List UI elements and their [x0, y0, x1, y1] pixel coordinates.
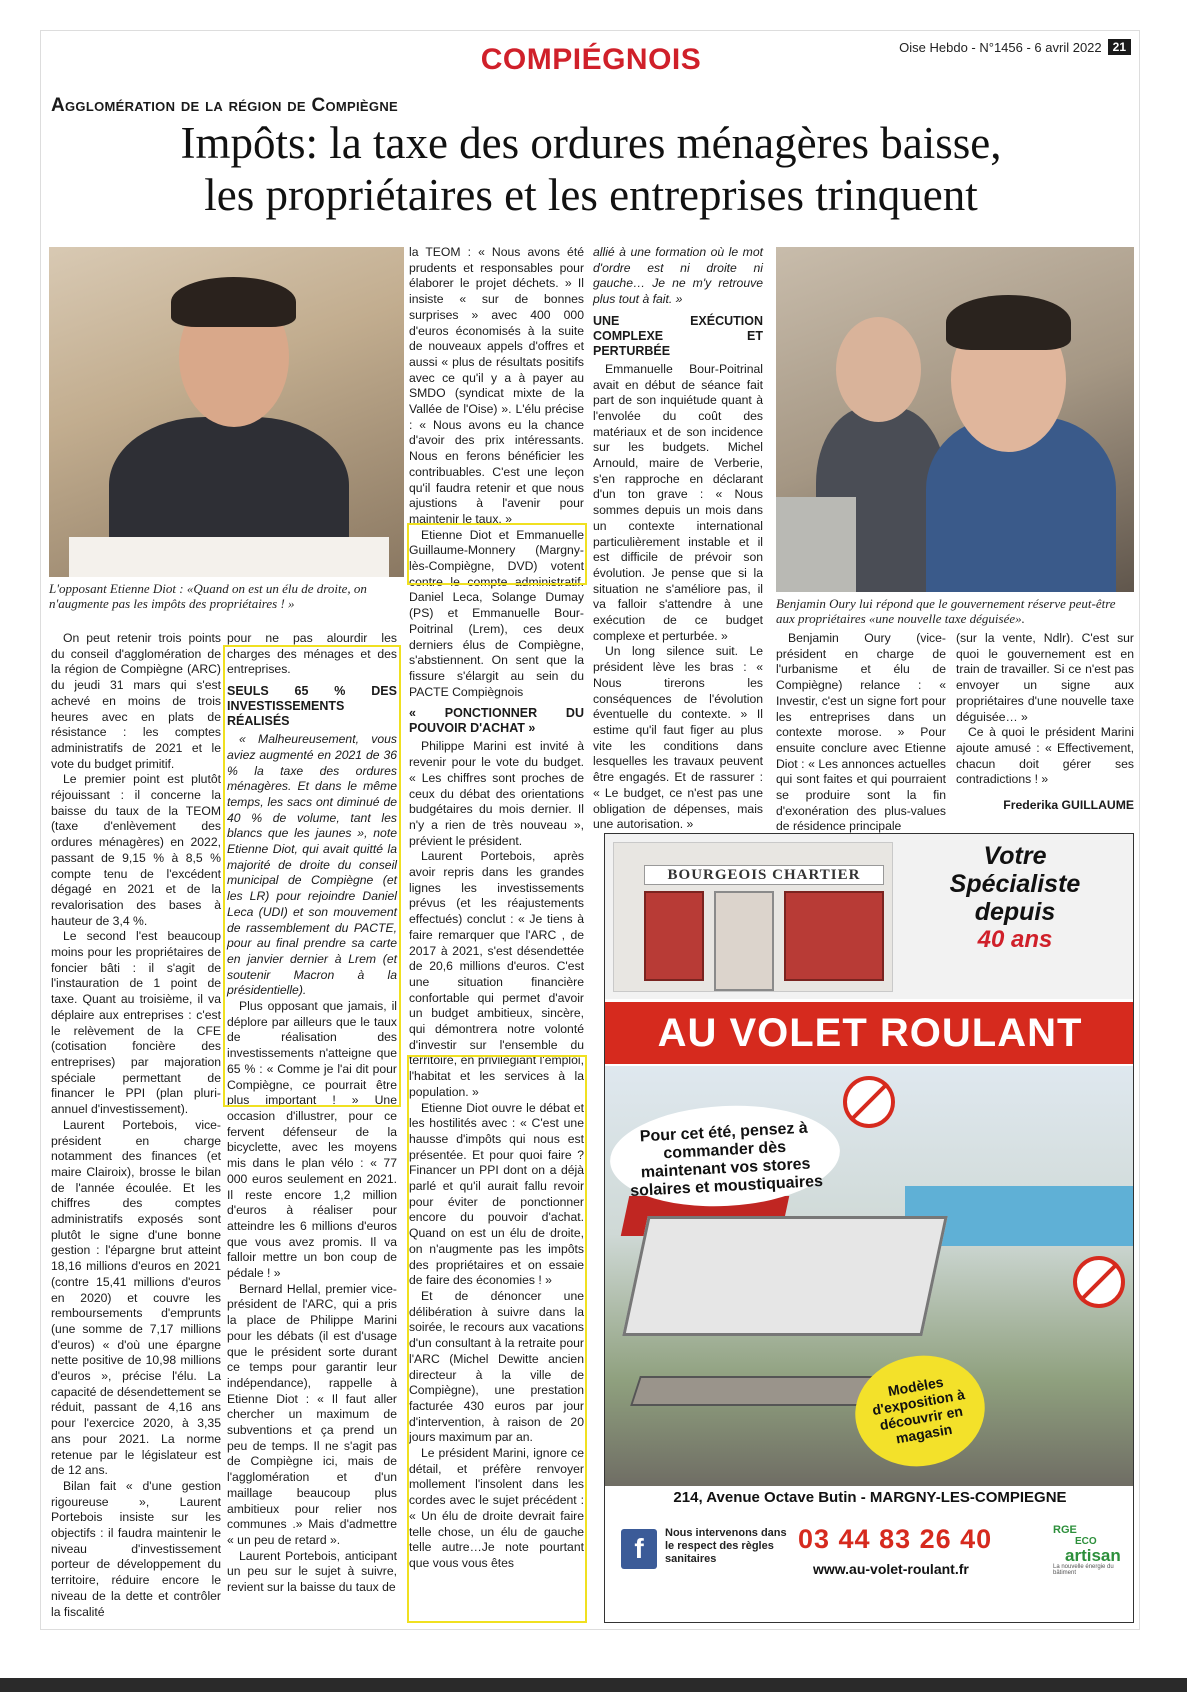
col2-paragraph: Plus opposant que jamais, il déplore par ailleurs que le taux de réalisation des investissements n'atteigne que 65 % : « Comme je l'ai dit pour Compiègne, ce pourrait être plus important ! » Une occasion d'illustrer, pour ce fervent défenseur de la bicyclette, avec les moyens mis dans le plan vélo : « 77 000 euros seulement en 2021. Il reste encore 1,2 million d'euros à réaliser pour atteindre les 6 millions d'euros que vous avez promis. Il va falloir mettre un bon coup de pédale ! »	[227, 999, 397, 1281]
slogan-line: Votre	[983, 842, 1047, 870]
advertisement	[604, 833, 1134, 1623]
slogan-years: 40 ans	[977, 926, 1053, 953]
column-4	[593, 245, 763, 833]
col4-subheading: UNE EXÉCUTION COMPLEXE ET PERTURBÉE	[593, 313, 763, 358]
photo-monitor	[776, 497, 856, 592]
pergola-image	[622, 1216, 948, 1336]
col4-paragraph: Un long silence suit. Le président lève les bras : « Nous tirerons les conséquences de l'évolution éventuelle du contexte. » Il estime qu'il faut figer au plus vite les conditions dans lesquelles les travaux peuvent être engagés. Et de rassurer : « Le budget, ce n'est pas une obligation de dépenses, mais une autorisation. »	[593, 644, 763, 832]
rge-artisan: artisan	[1065, 1546, 1121, 1565]
no-mosquito-icon	[1073, 1256, 1125, 1308]
ad-product-image	[605, 1066, 1134, 1486]
col1-paragraph: Le second l'est beaucoup moins pour les propriétaires de foncier bâti : il s'agit de l'instauration de 1 point de taxe. Quant au troisième, il va déplaire aux entreprises : c'est le relèvement de la CFE (cotisation foncière des entreprises) par majoration spéciale permettant de financer le PPI (plan pluri-annuel d'investissement).	[51, 929, 221, 1117]
page-number: 21	[1108, 39, 1131, 55]
column-1	[51, 631, 221, 1620]
issue-info	[899, 39, 1131, 55]
col1-paragraph: Laurent Portebois, vice-président en charge notamment des finances (et maire Clairoix), brosse le bilan de l'année écoulée. Et les chiffres des comptes administratifs exposés sont plutôt le signe d'une bonne gestion : l'épargne brut atteint 18,16 millions d'euros en 2021 (contre 15,41 millions d'euros en 2020) et couvre les remboursements d'emprunts (une somme de 7,17 millions d'euros) « d'où une épargne nette positive de 10,98 millions d'euros », précise l'élu. La capacité de désendettement se réduit, passant de 4,16 ans pour l'exercice 2020, à 3,35 ans pour 2021. La norme retenue par le législateur est de 12 ans.	[51, 1117, 221, 1478]
shop-sign: BOURGEOIS CHARTIER	[644, 865, 884, 885]
col4-intro	[593, 245, 763, 308]
col3-paragraph: Le président Marini, ignore ce détail, et préfère renvoyer mollement l'insolent dans les cordes avec le sujet précédent : « Un élu de droite devrait faire telle chose, un élu de gauche telle autre…Je note pourtant que vous vous êtes	[409, 1446, 584, 1570]
photo-etienne-diot	[49, 247, 404, 577]
rge-eco-artisan-logo	[1053, 1524, 1125, 1584]
col3-paragraph: Philippe Marini est invité à revenir pour le vote du budget. « Les chiffres sont proches de ceux du débat des orientations budgétaires du mois dernier. Il n'y a rien de très nouveau », prévient le président.	[409, 739, 584, 848]
article-kicker: Agglomération de la région de Compiègne	[51, 95, 398, 116]
column-5	[776, 631, 946, 835]
col3-paragraph: Laurent Portebois, après avoir repris dans les grandes lignes les investissements prévus (et les réajustements effectués) conclut : « Je tiens à faire remarquer que l'ARC , de 2017 à 2021, s'est désendettée de 20,6 millions d'euros. C'est une situation financière confortable qui permet d'avoir un budget ambitieux, sincère, qui démontrera notre volonté d'investir sur l'ensemble du territoire, en privilégiant l'emploi, l'habitat et les services à la population. »	[409, 849, 584, 1099]
photo-benjamin-oury	[776, 247, 1134, 592]
col2-quote: « Malheureusement, vous aviez augmenté en 2021 de 36 % la taxe des ordures ménagères. Et dans le même temps, les sacs ont diminué de 40 % de volume, tant les blancs que les jaunes », note Etienne Diot, qui avait quitté la majorité de droite du conseil municipal de Compiègne (et les LR) pour rejoindre Daniel Leca (UDI) et son mouvement de rassemblement du PACTE, pour au final prendre sa carte en janvier dernier à Lrem (et soutenir Macron à la présidentielle).	[227, 732, 397, 998]
no-mosquito-icon	[843, 1076, 895, 1128]
col4-paragraph: Emmanuelle Bour-Poitrinal avait en début de séance fait part de son inquiétude quant à l'envolée du coût des matériaux et de son incidence sur les budgets. Michel Arnould, maire de Verberie, s'en rapproche en déclarant d'un ton grave : « Nous sommes depuis un mois dans un contexte international particulièrement instable et il est difficile de prévoir son évolution. Je pense que si la situation ne s'améliore pas, il va falloir s'attendre à une exécution de ce budget complexe et perturbée. »	[593, 361, 763, 643]
highlight-box	[407, 523, 587, 585]
col2-intro: pour ne pas alourdir les charges des ménages et des entreprises.	[227, 631, 397, 677]
col3-paragraph: Etienne Diot ouvre le débat et les hostilités avec : « C'est une hausse d'impôts qui nous est présentée. Et pour quoi faire ? Financer un PPI dont on a déjà parlé et qu'il aurait fallu revoir pour éviter de ponctionner encore du pouvoir d'achat. Quand on est un élu de droite, on n'augmente pas les impôts des propriétaires et on essaie de faire des économies ! »	[409, 1100, 584, 1288]
article-headline	[41, 117, 1140, 221]
rge-eco: ECO	[1075, 1536, 1097, 1547]
ad-notice: Nous intervenons dans le respect des règles sanitaires	[665, 1527, 787, 1565]
col3-paragraph: Etienne Diot et Emmanuelle Guillaume-Monnery (Margny-lès-Compiègne, DVD) votent contre le compte administratif. Daniel Leca, Solange Dumay (PS) et Emmanuelle Bour-Poitrinal (Lrem), ces deux derniers élus de Compiègne, s'abstiennent. On sent que la fissure s'élargit au sein du PACTE Compiègnois	[409, 527, 584, 699]
facebook-icon: f	[621, 1529, 657, 1569]
photo-paper	[69, 537, 389, 577]
photo-figure-left-head	[836, 317, 921, 422]
col2-paragraph: Laurent Portebois, anticipant un peu sur le sujet à suivre, revient sur la baisse du taux de	[227, 1548, 397, 1595]
headline-line-1: Impôts: la taxe des ordures ménagères baisse,	[180, 118, 1002, 168]
shop-front-image	[613, 842, 893, 992]
ad-top-section	[605, 834, 1134, 999]
photo-figure-right-hair	[946, 295, 1071, 350]
col5-paragraph: Benjamin Oury (vice-président en charge de l'urbanisme et élu de Compiègne) relance : « Investir, c'est un signe fort pour les entreprises dans un contexte morose. » Pour ensuite conclure avec Etienne Diot : « Les annonces actuelles qui sont faites et qui pourraient se produire sont la fin d'exonération des plus-values de résidence principale	[776, 631, 946, 834]
caption-right: Benjamin Oury lui répond que le gouvernement réserve peut-être aux propriétaires «une nouvelle taxe déguisée».	[776, 596, 1116, 626]
issue-label: Oise Hebdo - N°1456 - 6 avril 2022	[899, 39, 1102, 55]
footer-bar	[0, 1678, 1187, 1692]
col3-paragraph: Et de dénoncer une délibération à suivre dans la soirée, le recours aux vacations d'un consultant à la retraite pour l'ARC (Michel Dewitte ancien directeur à la ville de Compiègne), une prestation facturée 430 euros par jour d'intervention, à raison de 20 jours maximum par an.	[409, 1289, 584, 1445]
ad-contact	[613, 1519, 1127, 1609]
shop-window	[784, 891, 884, 981]
photo-figure-hair	[171, 277, 296, 327]
slogan-line: depuis	[974, 898, 1056, 926]
shop-door	[714, 891, 774, 991]
col6-paragraph: (sur la vente, Ndlr). C'est sur quoi le gouvernement est en train de travailler. Si ce n'est pas envoyer un signe aux propriétaires d'une nouvelle taxe déguisée… »	[956, 631, 1134, 724]
col2-subheading: SEULS 65 % DES INVESTISSEMENTS RÉALISÉS	[227, 684, 397, 729]
caption-left: L'opposant Etienne Diot : «Quand on est un élu de droite, on n'augmente pas les impôts des propriétaires ! »	[49, 581, 367, 611]
ad-badge: Modèles d'exposition à découvrir en magasin	[846, 1346, 993, 1477]
awning-image	[630, 1376, 880, 1406]
highlight-box	[407, 1055, 587, 1623]
ad-slogan	[905, 842, 1125, 954]
headline-line-2: les propriétaires et les entreprises trinquent	[204, 170, 978, 220]
col2-paragraph: Bernard Hellal, premier vice-président de l'ARC, qui a pris la place de Philippe Marini pour les débats (il est d'usage que le président sorte durant ce temps pour garantir leur indépendance), rappelle à Etienne Diot : « Il faut aller chercher un maximum de subventions et ça prend un peu de temps. Il ne s'agit pas de Compiègne ici, mais de l'agglomération et d'un maillage beaucoup plus ambitieux pour relier nos communes .» Mais d'admettre « un peu de retard ».	[227, 1281, 397, 1547]
shop-window	[644, 891, 704, 981]
author-signature: Frederika GUILLAUME	[1003, 798, 1134, 813]
slogan-line: Spécialiste	[949, 870, 1081, 898]
column-6	[956, 631, 1134, 814]
col3-subheading: « PONCTIONNER DU POUVOIR D'ACHAT »	[409, 706, 584, 736]
col4-intro-quote: allié à une formation où le mot d'ordre est ni droite ni gauche… Je ne m'y retrouve plus tout à fait. »	[593, 245, 763, 307]
col1-paragraph: On peut retenir trois points du conseil d'agglomération de la région de Compiègne (ARC) du jeudi 31 mars qui s'est achevé en moins de trois heures avec en plats de résistance : les comptes administratifs de 2021 et le vote du budget primitif.	[51, 631, 221, 771]
col6-paragraph: Ce à quoi le président Marini ajoute amusé : « Effectivement, chacun doit gérer ses contradictions ! »	[956, 725, 1134, 787]
ad-url: www.au-volet-roulant.fr	[813, 1561, 969, 1577]
col1-paragraph: Le premier point est plutôt réjouissant : il concerne la baisse du taux de la TEOM (taxe d'enlèvement des ordures ménagères) en 2022, passant de 9,15 % à 8,5 % compte tenu de l'excédent dégagé en 2021 et de la revalorisation des bases à hauteur de 3,4 %.	[51, 772, 221, 928]
ad-brand-banner: AU VOLET ROULANT	[605, 1002, 1134, 1064]
col1-paragraph: Bilan fait « d'une gestion rigoureuse », Laurent Portebois insiste sur les objectifs : il faudra maintenir le niveau d'investissement porteur de développement du territoire, réduire encore le niveau de la dette et contrôler la fiscalité	[51, 1478, 221, 1619]
newspaper-page	[40, 30, 1140, 1630]
rge-label: RGE	[1053, 1524, 1077, 1536]
ad-phone: 03 44 83 26 40	[798, 1524, 993, 1554]
col3-paragraph: la TEOM : « Nous avons été prudents et responsables pour élaborer le projet déchets. » Il insiste « sur de bonnes surprises » avec 400 000 d'euros économisés à la suite de nouveaux appels d'offres et aussi « plus de résultats positifs avec ce qu'il y a à payer au SMDO (syndicat mixte de la Vallée de l'Oise) ». L'élu précise : « Nous avons eu la chance d'avoir des prix intéressants. Nous en ferons bénéficier les contribuables. C'est une leçon qu'il faudra retenir et que nous ajustions à l'avenir pour maintenir le taux. »	[409, 245, 584, 526]
rge-tagline: La nouvelle énergie du bâtiment	[1053, 1564, 1114, 1576]
ad-address: 214, Avenue Octave Butin - MARGNY-LES-COMPIEGNE	[673, 1489, 1067, 1506]
highlight-box	[223, 645, 401, 1107]
ad-bubble-text: Pour cet été, pensez à commander dès maintenant vos stores solaires et moustiquaires	[608, 1100, 843, 1212]
section-title: COMPIÉGNOIS	[480, 43, 702, 76]
